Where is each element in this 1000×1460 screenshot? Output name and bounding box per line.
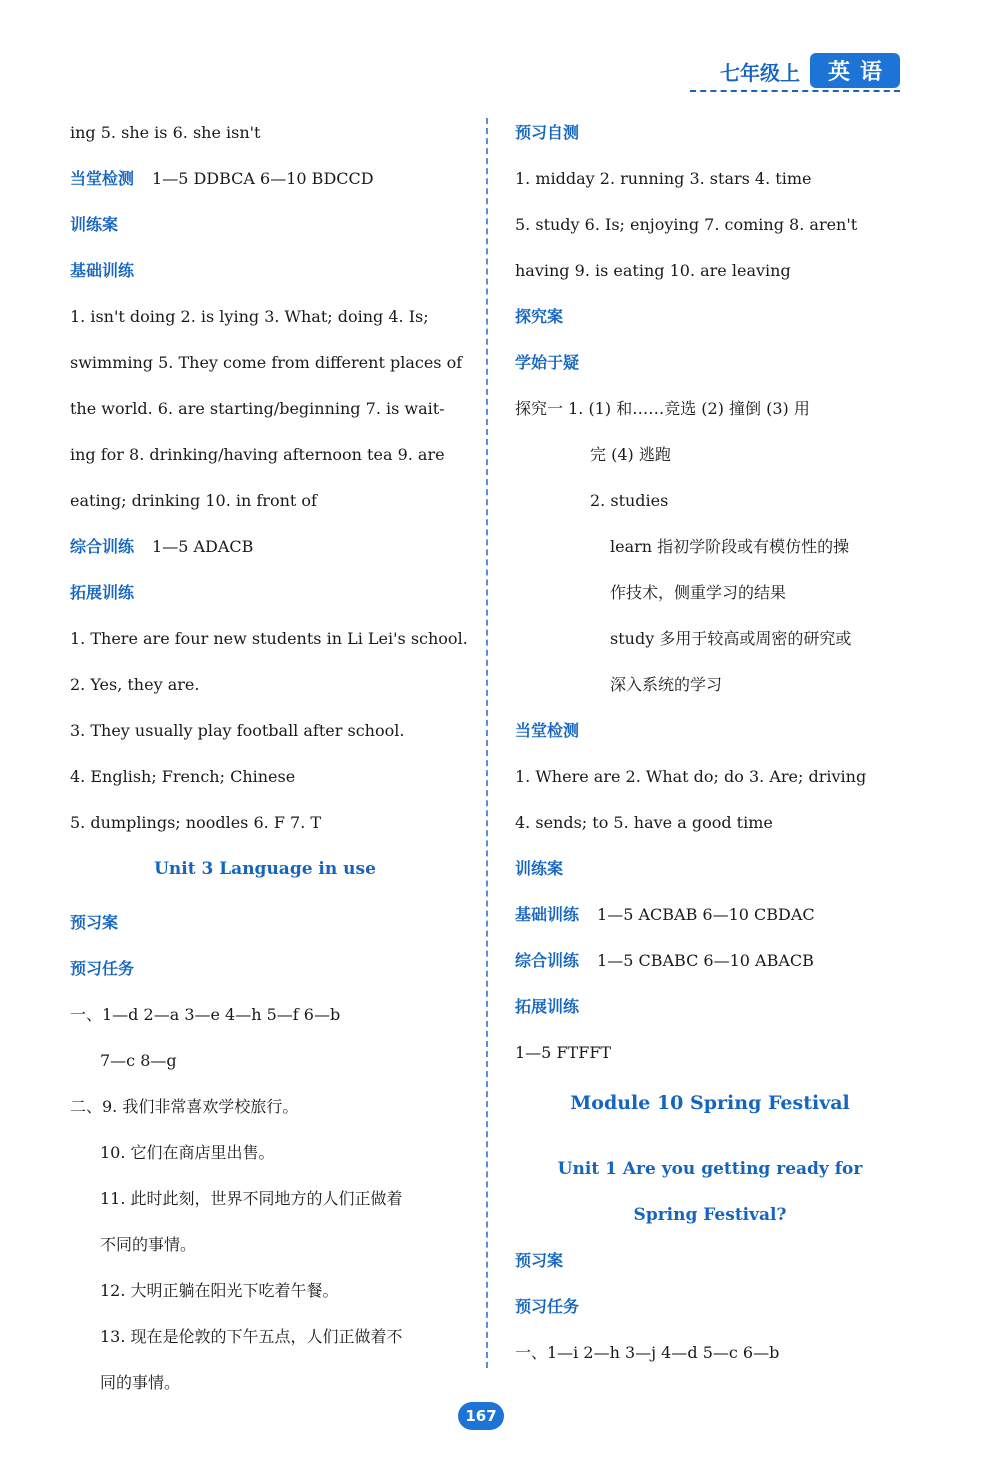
answer-text: 1—5 CBABC 6—10 ABACB — [597, 951, 814, 970]
answer-line: having 9. is eating 10. are leaving — [515, 261, 791, 280]
answer-line: 一、1—i 2—h 3—j 4—d 5—c 6—b — [515, 1343, 780, 1362]
answer-line: learn 指初学阶段或有模仿性的操 — [610, 537, 850, 556]
page-header — [720, 52, 900, 92]
answer-line: 完 (4) 逃跑 — [590, 445, 671, 464]
header-dashed-line — [690, 90, 900, 92]
answer-line — [515, 938, 905, 984]
page-number: 167 — [458, 1402, 504, 1430]
answer-line: 1. isn't doing 2. is lying 3. What; doing 4. Is; — [70, 307, 429, 326]
section-heading: 训练案 — [70, 215, 119, 234]
section-heading: 预习自测 — [515, 123, 580, 142]
answer-line — [515, 892, 905, 938]
answer-line: 10. 它们在商店里出售。 — [100, 1143, 275, 1162]
answer-line: 1. Where are 2. What do; do 3. Are; driving — [515, 767, 867, 786]
grade-label: 七年级上 — [719, 61, 800, 85]
section-heading: 预习任务 — [515, 1297, 580, 1316]
answer-line: 深入系统的学习 — [610, 675, 723, 694]
answer-line: 作技术，侧重学习的结果 — [610, 583, 787, 602]
answer-line: the world. 6. are starting/beginning 7. is wait- — [70, 399, 445, 418]
answer-line: 同的事情。 — [100, 1373, 181, 1392]
section-heading: 拓展训练 — [70, 583, 135, 602]
section-heading: 预习案 — [70, 913, 119, 932]
answer-text: 1—5 DDBCA 6—10 BDCCD — [152, 169, 374, 188]
answer-line: 12. 大明正躺在阳光下吃着午餐。 — [100, 1281, 339, 1300]
section-heading: 探究案 — [515, 307, 564, 326]
answer-line: ing for 8. drinking/having afternoon tea 9. are — [70, 445, 445, 464]
answer-line: 2. Yes, they are. — [70, 675, 200, 694]
right-column — [515, 110, 905, 1376]
left-column — [70, 110, 468, 1406]
column-divider — [486, 118, 488, 1368]
answer-line: 4. English; French; Chinese — [70, 767, 296, 786]
answer-line: swimming 5. They come from different places of — [70, 353, 463, 372]
subject-badge: 英语 — [810, 53, 900, 88]
answer-line: 5. dumplings; noodles 6. F 7. T — [70, 813, 322, 832]
unit-title: Unit 1 Are you getting ready for — [557, 1159, 863, 1179]
answer-line: 13. 现在是伦敦的下午五点，人们正做着不 — [100, 1327, 403, 1346]
answer-line: 7—c 8—g — [100, 1051, 177, 1070]
answer-line: eating; drinking 10. in front of — [70, 491, 317, 510]
answer-line: ing 5. she is 6. she isn't — [70, 123, 261, 142]
section-heading: 预习任务 — [70, 959, 135, 978]
answer-line: 4. sends; to 5. have a good time — [515, 813, 773, 832]
answer-line: 1—5 FTFFT — [515, 1043, 612, 1062]
answer-text: 1—5 ACBAB 6—10 CBDAC — [597, 905, 815, 924]
answer-line: study 多用于较高或周密的研究或 — [610, 629, 852, 648]
answer-line — [70, 524, 460, 570]
section-heading: 学始于疑 — [515, 353, 580, 372]
unit-title: Unit 3 Language in use — [154, 859, 376, 879]
section-heading: 预习案 — [515, 1251, 564, 1270]
answer-line: 二、9. 我们非常喜欢学校旅行。 — [70, 1097, 299, 1116]
answer-line: 探究一 1. (1) 和……竞选 (2) 撞倒 (3) 用 — [515, 399, 810, 418]
answer-line: 一、1—d 2—a 3—e 4—h 5—f 6—b — [70, 1005, 341, 1024]
module-title: Module 10 Spring Festival — [570, 1092, 850, 1114]
answer-line — [70, 156, 460, 202]
answer-line: 1. There are four new students in Li Lei's school. — [70, 629, 468, 648]
section-heading: 拓展训练 — [515, 997, 580, 1016]
answer-line: 2. studies — [590, 491, 669, 510]
answer-line: 不同的事情。 — [100, 1235, 197, 1254]
section-heading: 基础训练 — [515, 905, 580, 924]
section-heading: 综合训练 — [70, 537, 135, 556]
section-heading: 基础训练 — [70, 261, 135, 280]
answer-line: 1. midday 2. running 3. stars 4. time — [515, 169, 812, 188]
answer-text: 1—5 ADACB — [152, 537, 254, 556]
section-heading: 训练案 — [515, 859, 564, 878]
answer-line: 5. study 6. Is; enjoying 7. coming 8. aren't — [515, 215, 858, 234]
section-heading: 综合训练 — [515, 951, 580, 970]
unit-title: Spring Festival? — [633, 1205, 787, 1225]
answer-line: 11. 此时此刻，世界不同地方的人们正做着 — [100, 1189, 403, 1208]
section-heading: 当堂检测 — [70, 169, 135, 188]
answer-line: 3. They usually play football after school. — [70, 721, 405, 740]
section-heading: 当堂检测 — [515, 721, 580, 740]
